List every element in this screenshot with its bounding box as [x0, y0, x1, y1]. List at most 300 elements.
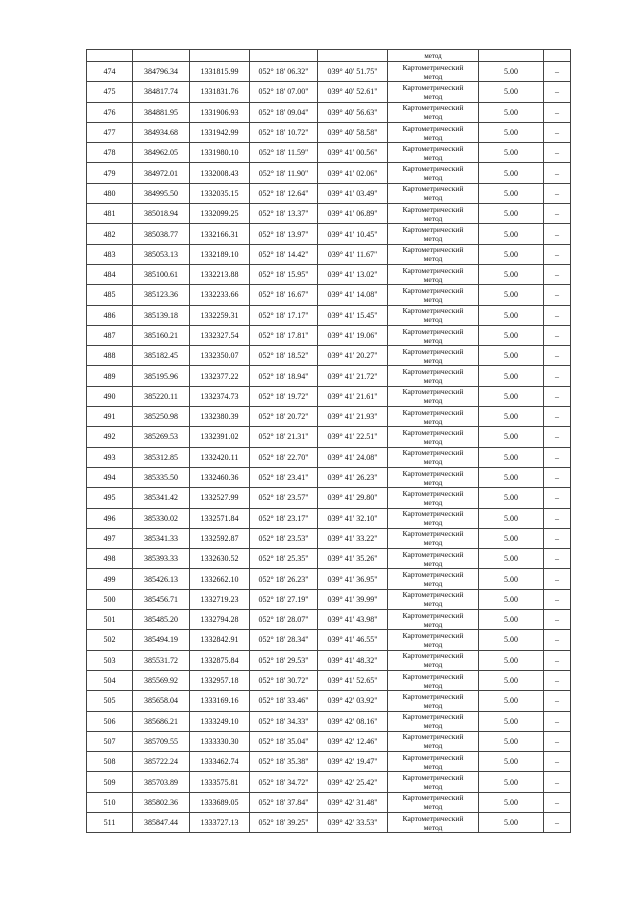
- longitude-cell: 039° 41' 48.32": [318, 650, 388, 670]
- method-line-2: метод: [423, 376, 443, 386]
- method-cell: [388, 102, 479, 122]
- x-coordinate-cell: 385485.20: [133, 610, 190, 630]
- method-cell: [388, 467, 479, 487]
- table-row: [87, 812, 571, 832]
- latitude-cell: 052° 18' 22.70": [250, 447, 318, 467]
- cell-empty: [250, 50, 318, 62]
- method-line-2: метод: [423, 234, 443, 244]
- accuracy-cell: 5.00: [479, 549, 544, 569]
- method-line-2: метод: [423, 436, 443, 446]
- y-coordinate-cell: 1332571.84: [190, 508, 250, 528]
- method-line-2: метод: [423, 497, 443, 507]
- y-coordinate-cell: 1332166.31: [190, 224, 250, 244]
- latitude-cell: 052° 18' 09.04": [250, 102, 318, 122]
- method-line-2: метод: [423, 538, 443, 548]
- point-number-cell: 508: [87, 752, 133, 772]
- point-number-cell: 477: [87, 122, 133, 142]
- point-number-cell: 489: [87, 366, 133, 386]
- method-line-2: метод: [423, 173, 443, 183]
- accuracy-cell: 5.00: [479, 630, 544, 650]
- accuracy-cell: 5.00: [479, 264, 544, 284]
- point-number-cell: 479: [87, 163, 133, 183]
- cell-empty: [190, 50, 250, 62]
- y-coordinate-cell: 1333169.16: [190, 691, 250, 711]
- y-coordinate-cell: 1332527.99: [190, 488, 250, 508]
- cell-empty: [479, 50, 544, 62]
- description-cell: –: [544, 549, 571, 569]
- description-cell: –: [544, 427, 571, 447]
- description-cell: –: [544, 488, 571, 508]
- method-cell: [388, 143, 479, 163]
- method-line-1: Картометрический: [402, 529, 464, 539]
- method-line-1: Картометрический: [402, 204, 464, 214]
- method-line-1: Картометрический: [402, 813, 464, 823]
- method-cell: [388, 447, 479, 467]
- table-row: [87, 285, 571, 305]
- longitude-cell: 039° 41' 21.93": [318, 407, 388, 427]
- description-cell: –: [544, 589, 571, 609]
- latitude-cell: 052° 18' 11.90": [250, 163, 318, 183]
- point-number-cell: 509: [87, 772, 133, 792]
- method-line-2: метод: [423, 639, 443, 649]
- method-line-1: Картометрический: [402, 630, 464, 640]
- x-coordinate-cell: 385160.21: [133, 325, 190, 345]
- method-line-1: Картометрический: [402, 549, 464, 559]
- method-line-1: Картометрический: [402, 468, 464, 478]
- point-number-cell: 482: [87, 224, 133, 244]
- latitude-cell: 052° 18' 10.72": [250, 122, 318, 142]
- table-row: [87, 62, 571, 82]
- point-number-cell: 492: [87, 427, 133, 447]
- accuracy-cell: 5.00: [479, 772, 544, 792]
- coordinates-table: [86, 49, 571, 833]
- method-line-1: Картометрический: [402, 773, 464, 783]
- method-line-1: Картометрический: [402, 346, 464, 356]
- latitude-cell: 052° 18' 15.95": [250, 264, 318, 284]
- latitude-cell: 052° 18' 21.31": [250, 427, 318, 447]
- latitude-cell: 052° 18' 39.25": [250, 812, 318, 832]
- y-coordinate-cell: 1332035.15: [190, 183, 250, 203]
- description-cell: –: [544, 792, 571, 812]
- x-coordinate-cell: 384817.74: [133, 82, 190, 102]
- x-coordinate-cell: 385802.36: [133, 792, 190, 812]
- method-line-1: Картометрический: [402, 732, 464, 742]
- method-line-2: метод: [423, 822, 443, 832]
- longitude-cell: 039° 41' 35.26": [318, 549, 388, 569]
- point-number-cell: 503: [87, 650, 133, 670]
- accuracy-cell: 5.00: [479, 610, 544, 630]
- longitude-cell: 039° 41' 21.61": [318, 386, 388, 406]
- method-cell: [388, 427, 479, 447]
- y-coordinate-cell: 1332259.31: [190, 305, 250, 325]
- latitude-cell: 052° 18' 23.57": [250, 488, 318, 508]
- method-cell: [388, 163, 479, 183]
- table-row: [87, 447, 571, 467]
- method-line-2: метод: [423, 71, 443, 81]
- longitude-cell: 039° 41' 14.08": [318, 285, 388, 305]
- point-number-cell: 504: [87, 670, 133, 690]
- method-line-2: метод: [423, 579, 443, 589]
- latitude-cell: 052° 18' 33.46": [250, 691, 318, 711]
- point-number-cell: 487: [87, 325, 133, 345]
- latitude-cell: 052° 18' 13.37": [250, 204, 318, 224]
- point-number-cell: 511: [87, 812, 133, 832]
- method-cell: [388, 731, 479, 751]
- longitude-cell: 039° 40' 58.58": [318, 122, 388, 142]
- table-row: [87, 305, 571, 325]
- table-row: [87, 204, 571, 224]
- accuracy-cell: 5.00: [479, 488, 544, 508]
- y-coordinate-cell: 1332719.23: [190, 589, 250, 609]
- latitude-cell: 052° 18' 30.72": [250, 670, 318, 690]
- method-cell: [388, 488, 479, 508]
- accuracy-cell: 5.00: [479, 447, 544, 467]
- method-cell: [388, 305, 479, 325]
- longitude-cell: 039° 42' 19.47": [318, 752, 388, 772]
- y-coordinate-cell: 1333249.10: [190, 711, 250, 731]
- method-cell: [388, 549, 479, 569]
- x-coordinate-cell: 385722.24: [133, 752, 190, 772]
- method-line-1: Картометрический: [402, 407, 464, 417]
- table-row: [87, 508, 571, 528]
- accuracy-cell: 5.00: [479, 569, 544, 589]
- y-coordinate-cell: 1333689.05: [190, 792, 250, 812]
- table-row: [87, 569, 571, 589]
- latitude-cell: 052° 18' 17.81": [250, 325, 318, 345]
- latitude-cell: 052° 18' 11.59": [250, 143, 318, 163]
- method-line-2: метод: [423, 802, 443, 812]
- method-cell: [388, 407, 479, 427]
- longitude-cell: 039° 41' 21.72": [318, 366, 388, 386]
- method-cell: [388, 630, 479, 650]
- point-number-cell: 507: [87, 731, 133, 751]
- table-row: [87, 549, 571, 569]
- x-coordinate-cell: 385053.13: [133, 244, 190, 264]
- accuracy-cell: 5.00: [479, 670, 544, 690]
- method-line-1: Картометрический: [402, 306, 464, 316]
- method-line-1: Картометрический: [402, 367, 464, 377]
- point-number-cell: 491: [87, 407, 133, 427]
- description-cell: –: [544, 467, 571, 487]
- x-coordinate-cell: 385018.94: [133, 204, 190, 224]
- description-cell: –: [544, 143, 571, 163]
- point-number-cell: 499: [87, 569, 133, 589]
- x-coordinate-cell: 385330.02: [133, 508, 190, 528]
- description-cell: –: [544, 772, 571, 792]
- method-line-2: метод: [423, 112, 443, 122]
- longitude-cell: 039° 42' 08.16": [318, 711, 388, 731]
- y-coordinate-cell: 1332460.36: [190, 467, 250, 487]
- latitude-cell: 052° 18' 26.23": [250, 569, 318, 589]
- method-line-2: метод: [423, 416, 443, 426]
- method-line-1: Картометрический: [402, 184, 464, 194]
- description-cell: –: [544, 82, 571, 102]
- description-cell: –: [544, 285, 571, 305]
- method-line-2: метод: [423, 396, 443, 406]
- longitude-cell: 039° 40' 51.75": [318, 62, 388, 82]
- table-row: [87, 427, 571, 447]
- method-line-2: метод: [423, 680, 443, 690]
- longitude-cell: 039° 41' 10.45": [318, 224, 388, 244]
- accuracy-cell: 5.00: [479, 752, 544, 772]
- method-line-1: Картометрический: [402, 691, 464, 701]
- point-number-cell: 476: [87, 102, 133, 122]
- latitude-cell: 052° 18' 28.34": [250, 630, 318, 650]
- x-coordinate-cell: 384934.68: [133, 122, 190, 142]
- table-row: [87, 792, 571, 812]
- method-cell: [388, 569, 479, 589]
- latitude-cell: 052° 18' 29.53": [250, 650, 318, 670]
- longitude-cell: 039° 42' 03.92": [318, 691, 388, 711]
- description-cell: –: [544, 691, 571, 711]
- table-row: [87, 244, 571, 264]
- y-coordinate-cell: 1333727.13: [190, 812, 250, 832]
- continuation-method-cell: метод: [388, 50, 479, 62]
- cell-empty: [544, 50, 571, 62]
- latitude-cell: 052° 18' 34.33": [250, 711, 318, 731]
- description-cell: –: [544, 62, 571, 82]
- description-cell: –: [544, 508, 571, 528]
- table-row: [87, 102, 571, 122]
- x-coordinate-cell: 385709.55: [133, 731, 190, 751]
- description-cell: –: [544, 325, 571, 345]
- description-cell: –: [544, 610, 571, 630]
- y-coordinate-cell: 1332592.87: [190, 528, 250, 548]
- longitude-cell: 039° 41' 06.89": [318, 204, 388, 224]
- method-cell: [388, 508, 479, 528]
- longitude-cell: 039° 41' 24.08": [318, 447, 388, 467]
- point-number-cell: 496: [87, 508, 133, 528]
- accuracy-cell: 5.00: [479, 122, 544, 142]
- latitude-cell: 052° 18' 06.32": [250, 62, 318, 82]
- method-line-2: метод: [423, 335, 443, 345]
- method-line-1: Картометрический: [402, 793, 464, 803]
- method-line-1: Картометрический: [402, 265, 464, 275]
- point-number-cell: 498: [87, 549, 133, 569]
- latitude-cell: 052° 18' 35.38": [250, 752, 318, 772]
- method-cell: [388, 325, 479, 345]
- latitude-cell: 052° 18' 13.97": [250, 224, 318, 244]
- longitude-cell: 039° 40' 56.63": [318, 102, 388, 122]
- x-coordinate-cell: 385569.92: [133, 670, 190, 690]
- x-coordinate-cell: 385393.33: [133, 549, 190, 569]
- method-cell: [388, 62, 479, 82]
- y-coordinate-cell: 1332662.10: [190, 569, 250, 589]
- latitude-cell: 052° 18' 25.35": [250, 549, 318, 569]
- point-number-cell: 481: [87, 204, 133, 224]
- accuracy-cell: 5.00: [479, 325, 544, 345]
- table-row: [87, 407, 571, 427]
- table-row: [87, 528, 571, 548]
- method-line-2: метод: [423, 254, 443, 264]
- x-coordinate-cell: 385195.96: [133, 366, 190, 386]
- method-cell: [388, 589, 479, 609]
- accuracy-cell: 5.00: [479, 386, 544, 406]
- accuracy-cell: 5.00: [479, 366, 544, 386]
- method-line-2: метод: [423, 457, 443, 467]
- x-coordinate-cell: 385220.11: [133, 386, 190, 406]
- accuracy-cell: 5.00: [479, 467, 544, 487]
- accuracy-cell: 5.00: [479, 285, 544, 305]
- table-row: [87, 772, 571, 792]
- table-row: [87, 346, 571, 366]
- longitude-cell: 039° 42' 33.53": [318, 812, 388, 832]
- point-number-cell: 505: [87, 691, 133, 711]
- table-row: [87, 467, 571, 487]
- method-line-2: метод: [423, 558, 443, 568]
- method-line-1: Картометрический: [402, 488, 464, 498]
- method-line-1: Картометрический: [402, 610, 464, 620]
- method-line-1: Картометрический: [402, 164, 464, 174]
- x-coordinate-cell: 385139.18: [133, 305, 190, 325]
- method-line-1: Картометрический: [402, 590, 464, 600]
- method-cell: [388, 650, 479, 670]
- longitude-cell: 039° 41' 43.98": [318, 610, 388, 630]
- accuracy-cell: 5.00: [479, 589, 544, 609]
- latitude-cell: 052° 18' 28.07": [250, 610, 318, 630]
- method-line-2: метод: [423, 274, 443, 284]
- accuracy-cell: 5.00: [479, 62, 544, 82]
- point-number-cell: 483: [87, 244, 133, 264]
- accuracy-cell: 5.00: [479, 731, 544, 751]
- accuracy-cell: 5.00: [479, 346, 544, 366]
- latitude-cell: 052° 18' 23.17": [250, 508, 318, 528]
- y-coordinate-cell: 1332391.02: [190, 427, 250, 447]
- longitude-cell: 039° 40' 52.61": [318, 82, 388, 102]
- longitude-cell: 039° 41' 26.23": [318, 467, 388, 487]
- longitude-cell: 039° 41' 00.56": [318, 143, 388, 163]
- y-coordinate-cell: 1333462.74: [190, 752, 250, 772]
- y-coordinate-cell: 1332957.18: [190, 670, 250, 690]
- accuracy-cell: 5.00: [479, 812, 544, 832]
- method-line-2: метод: [423, 132, 443, 142]
- y-coordinate-cell: 1332233.66: [190, 285, 250, 305]
- latitude-cell: 052° 18' 20.72": [250, 407, 318, 427]
- method-line-2: метод: [423, 193, 443, 203]
- method-cell: [388, 183, 479, 203]
- method-line-1: Картометрический: [402, 103, 464, 113]
- point-number-cell: 488: [87, 346, 133, 366]
- latitude-cell: 052° 18' 18.94": [250, 366, 318, 386]
- method-line-1: Картометрический: [402, 143, 464, 153]
- accuracy-cell: 5.00: [479, 792, 544, 812]
- table-row: [87, 325, 571, 345]
- x-coordinate-cell: 385341.33: [133, 528, 190, 548]
- x-coordinate-cell: 385847.44: [133, 812, 190, 832]
- method-line-2: метод: [423, 660, 443, 670]
- x-coordinate-cell: 385312.85: [133, 447, 190, 467]
- latitude-cell: 052° 18' 34.72": [250, 772, 318, 792]
- method-cell: [388, 82, 479, 102]
- y-coordinate-cell: 1332099.25: [190, 204, 250, 224]
- accuracy-cell: 5.00: [479, 528, 544, 548]
- accuracy-cell: 5.00: [479, 143, 544, 163]
- description-cell: –: [544, 731, 571, 751]
- method-cell: [388, 346, 479, 366]
- longitude-cell: 039° 41' 33.22": [318, 528, 388, 548]
- description-cell: –: [544, 346, 571, 366]
- description-cell: –: [544, 224, 571, 244]
- cell-empty: [133, 50, 190, 62]
- accuracy-cell: 5.00: [479, 508, 544, 528]
- latitude-cell: 052° 18' 19.72": [250, 386, 318, 406]
- method-cell: [388, 711, 479, 731]
- point-number-cell: 480: [87, 183, 133, 203]
- y-coordinate-cell: 1331980.10: [190, 143, 250, 163]
- latitude-cell: 052° 18' 37.84": [250, 792, 318, 812]
- x-coordinate-cell: 385269.53: [133, 427, 190, 447]
- method-line-1: Картометрический: [402, 326, 464, 336]
- method-line-2: метод: [423, 700, 443, 710]
- longitude-cell: 039° 42' 25.42": [318, 772, 388, 792]
- longitude-cell: 039° 41' 13.02": [318, 264, 388, 284]
- method-line-2: метод: [423, 213, 443, 223]
- description-cell: –: [544, 386, 571, 406]
- description-cell: –: [544, 183, 571, 203]
- method-cell: [388, 366, 479, 386]
- accuracy-cell: 5.00: [479, 204, 544, 224]
- method-line-2: метод: [423, 761, 443, 771]
- table-row: [87, 731, 571, 751]
- method-cell: [388, 670, 479, 690]
- description-cell: –: [544, 305, 571, 325]
- accuracy-cell: 5.00: [479, 82, 544, 102]
- latitude-cell: 052° 18' 23.41": [250, 467, 318, 487]
- method-cell: [388, 772, 479, 792]
- method-line-1: Картометрический: [402, 752, 464, 762]
- y-coordinate-cell: 1332327.54: [190, 325, 250, 345]
- x-coordinate-cell: 384881.95: [133, 102, 190, 122]
- table-row: [87, 183, 571, 203]
- method-cell: [388, 812, 479, 832]
- y-coordinate-cell: 1331906.93: [190, 102, 250, 122]
- point-number-cell: 475: [87, 82, 133, 102]
- x-coordinate-cell: 384995.50: [133, 183, 190, 203]
- table-row: [87, 82, 571, 102]
- longitude-cell: 039° 41' 03.49": [318, 183, 388, 203]
- y-coordinate-cell: 1333575.81: [190, 772, 250, 792]
- latitude-cell: 052° 18' 17.17": [250, 305, 318, 325]
- table-row: [87, 488, 571, 508]
- description-cell: –: [544, 163, 571, 183]
- method-cell: [388, 792, 479, 812]
- method-cell: [388, 264, 479, 284]
- latitude-cell: 052° 18' 16.67": [250, 285, 318, 305]
- longitude-cell: 039° 42' 12.46": [318, 731, 388, 751]
- x-coordinate-cell: 385038.77: [133, 224, 190, 244]
- accuracy-cell: 5.00: [479, 183, 544, 203]
- point-number-cell: 497: [87, 528, 133, 548]
- method-line-2: метод: [423, 721, 443, 731]
- y-coordinate-cell: 1332374.73: [190, 386, 250, 406]
- y-coordinate-cell: 1332875.84: [190, 650, 250, 670]
- y-coordinate-cell: 1332794.28: [190, 610, 250, 630]
- description-cell: –: [544, 528, 571, 548]
- longitude-cell: 039° 41' 32.10": [318, 508, 388, 528]
- method-cell: [388, 285, 479, 305]
- x-coordinate-cell: 385250.98: [133, 407, 190, 427]
- description-cell: –: [544, 650, 571, 670]
- description-cell: –: [544, 102, 571, 122]
- description-cell: –: [544, 204, 571, 224]
- longitude-cell: 039° 41' 39.99": [318, 589, 388, 609]
- description-cell: –: [544, 630, 571, 650]
- description-cell: –: [544, 711, 571, 731]
- point-number-cell: 510: [87, 792, 133, 812]
- method-line-1: Картометрический: [402, 671, 464, 681]
- method-cell: [388, 752, 479, 772]
- accuracy-cell: 5.00: [479, 427, 544, 447]
